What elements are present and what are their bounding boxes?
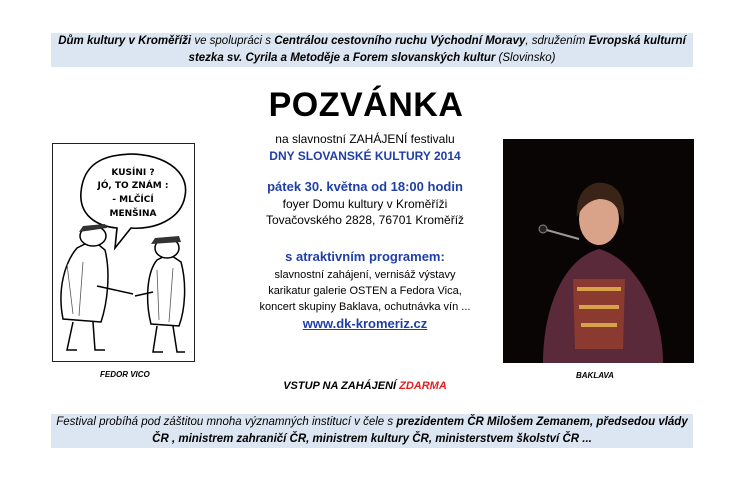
website-wrap xyxy=(220,316,510,332)
program-heading: s atraktivním programem: xyxy=(285,249,445,264)
event-date: pátek 30. května od 18:00 hodin xyxy=(267,179,463,194)
bottom-banner xyxy=(51,414,693,448)
program-line-2: karikatur galerie OSTEN a Fedora Vica, xyxy=(268,285,462,297)
patronage-names: prezidentem ČR Milošem Zemanem, předsedou vlády xyxy=(396,416,688,428)
cartoon-caption-3: - MLČÍCÍ xyxy=(112,195,154,205)
banner-text: , sdružením xyxy=(525,35,589,47)
partner-name: stezka sv. Cyrila a Metoděje a Forem slovanských kultur xyxy=(188,52,496,64)
singer-photo xyxy=(503,139,694,363)
band-photo xyxy=(503,139,694,363)
program-line-1: slavnostní zahájení, vernisáž výstavy xyxy=(274,269,456,281)
partner-name: Centrálou cestovního ruchu Východní Moravy xyxy=(274,35,526,47)
top-banner xyxy=(51,33,693,67)
partner-name: Evropská kulturní xyxy=(588,35,686,47)
patronage-names-2: ČR , ministrem zahraničí ČR, ministrem kultury ČR, ministerstvem školství ČR ... xyxy=(152,433,592,445)
cartoon-caption-4: MENŠINA xyxy=(109,209,157,219)
cartoon-caption-2: JÓ, TO ZNÁM : xyxy=(97,181,169,191)
program-line-3: koncert skupiny Baklava, ochutnávka vín ... xyxy=(259,301,471,313)
subtitle: na slavnostní ZAHÁJENÍ festivalu xyxy=(275,132,455,146)
caption-left: FEDOR VICO xyxy=(100,370,150,379)
entry-free: ZDARMA xyxy=(399,380,447,392)
cartoon-image xyxy=(52,143,195,362)
festival-name: DNY SLOVANSKÉ KULTURY 2014 xyxy=(269,149,461,163)
entry-notice xyxy=(220,380,510,392)
organizer-name: Dům kultury v Kroměříži xyxy=(58,35,192,47)
caption-right: BAKLAVA xyxy=(576,371,614,380)
venue-line-2: Tovačovského 2828, 76701 Kroměříž xyxy=(265,213,465,227)
venue-line-1: foyer Domu kultury v Kroměříži xyxy=(282,197,448,211)
entry-text: VSTUP NA ZAHÁJENÍ xyxy=(283,380,400,392)
cartoon-caption-1: KUSÍNI ? xyxy=(111,168,155,178)
banner-text: (Slovinsko) xyxy=(495,52,556,64)
cartoon-drawing xyxy=(53,144,194,361)
patronage-text: Festival probíhá pod záštitou mnoha významných institucí v čele s xyxy=(56,416,397,428)
banner-text: ve spolupráci s xyxy=(191,35,275,47)
website-link[interactable]: www.dk-kromeriz.cz xyxy=(302,316,428,331)
page-title: POZVÁNKA xyxy=(268,86,464,124)
